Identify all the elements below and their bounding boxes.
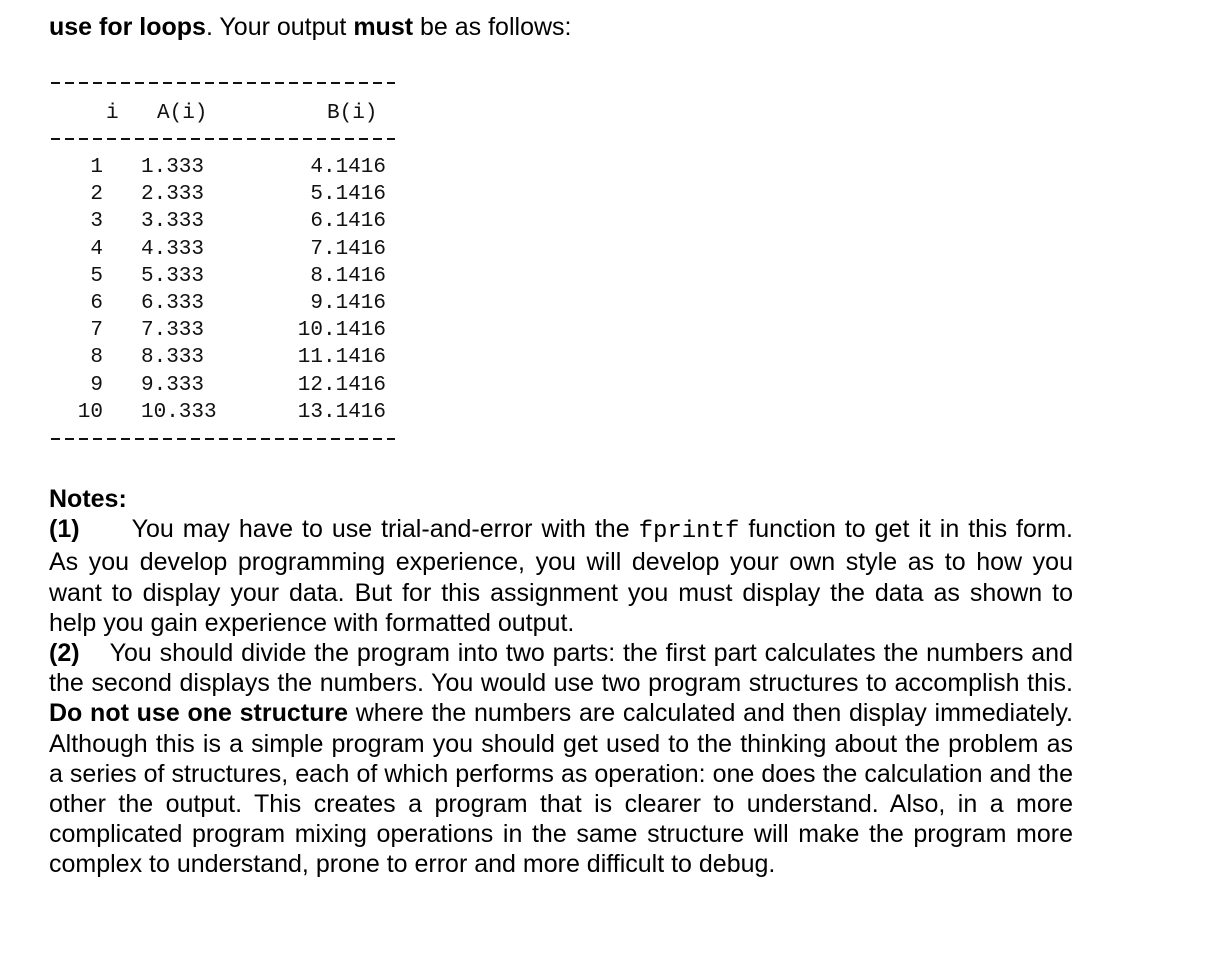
dashed-rule-top (51, 82, 395, 84)
cell-i: 1 (90, 156, 103, 179)
cell-b: 8.1416 (310, 264, 386, 288)
table-row (49, 208, 393, 235)
cell-a: 1.333 (141, 156, 205, 179)
notes-section (49, 484, 1073, 880)
cell-a: 6.333 (141, 291, 205, 315)
cell-b: 5.1416 (310, 183, 386, 207)
cell-b: 13.1416 (297, 400, 386, 424)
table-rows (49, 154, 393, 426)
cell-a: 3.333 (141, 210, 205, 234)
intro-bold-must: must (353, 13, 414, 41)
cell-b: 4.1416 (310, 156, 386, 179)
note-1 (49, 514, 1073, 638)
table-row (49, 236, 393, 263)
cell-i: 4 (90, 237, 103, 261)
dashed-rule-middle (51, 138, 395, 140)
cell-a: 5.333 (141, 264, 205, 288)
table-row (49, 181, 393, 208)
cell-a: 10.333 (141, 400, 217, 424)
cell-i: 9 (90, 373, 103, 397)
notes-title: Notes: (49, 485, 127, 513)
cell-i: 5 (90, 264, 103, 288)
note-1-number: (1) (49, 515, 80, 544)
header-b: B(i) (327, 102, 378, 125)
cell-i: 8 (90, 346, 103, 370)
table-row (49, 399, 393, 426)
cell-i: 6 (90, 291, 103, 315)
cell-a: 8.333 (141, 346, 205, 370)
table-header (49, 100, 393, 128)
table-row (49, 317, 393, 344)
note-1-code: fprintf (638, 518, 740, 546)
intro-line (49, 10, 571, 44)
cell-b: 6.1416 (310, 210, 386, 234)
cell-a: 9.333 (141, 373, 205, 397)
dashed-rule-bottom (51, 438, 395, 440)
cell-a: 4.333 (141, 237, 205, 261)
note-1-text-after: function to get it in this form. As you develop programming experience, you will develop your own style as to how you want to display your data. But for this assignment you must display the data as shown to help you gain experience with formatted output. (49, 515, 1073, 637)
header-a: A(i) (157, 102, 208, 125)
table-row (49, 154, 393, 181)
intro-bold-for-loops: use for loops (49, 13, 206, 41)
table-row (49, 344, 393, 371)
note-2 (49, 638, 1073, 880)
table-row (49, 263, 393, 290)
cell-i: 2 (90, 183, 103, 207)
cell-b: 9.1416 (310, 291, 386, 315)
cell-i: 10 (77, 400, 103, 424)
table-row (49, 372, 393, 399)
note-2-bold: Do not use one structure (49, 699, 348, 728)
cell-i: 7 (90, 319, 103, 343)
note-2-text-after: where the numbers are calculated and then display immediately. Although this is a simple program you should get used to the thinking about the problem as a series of structures, each of which performs as operation: one does the calculation and the other the output. This creates a program that is clearer to understand. Also, in a more complicated program mixing operations in the same structure will make the program more complex to understand, prone to error and more difficult to debug. (49, 699, 1073, 879)
cell-a: 2.333 (141, 183, 205, 207)
note-2-text-before: You should divide the program into two parts: the first part calculates the numbers and the second displays the numbers. You would use two program structures to accomplish this. (49, 639, 1073, 698)
note-1-text-before: You may have to use trial-and-error with the (131, 515, 639, 544)
note-2-number: (2) (49, 639, 80, 668)
intro-text-1: . Your output (205, 13, 354, 41)
table-row (49, 290, 393, 317)
intro-text-2: be as follows: (413, 13, 572, 41)
cell-a: 7.333 (141, 319, 205, 343)
cell-b: 11.1416 (297, 346, 386, 370)
header-i: i (106, 102, 119, 125)
cell-i: 3 (90, 210, 103, 234)
cell-b: 7.1416 (310, 237, 386, 261)
cell-b: 10.1416 (297, 319, 386, 343)
cell-b: 12.1416 (297, 373, 386, 397)
